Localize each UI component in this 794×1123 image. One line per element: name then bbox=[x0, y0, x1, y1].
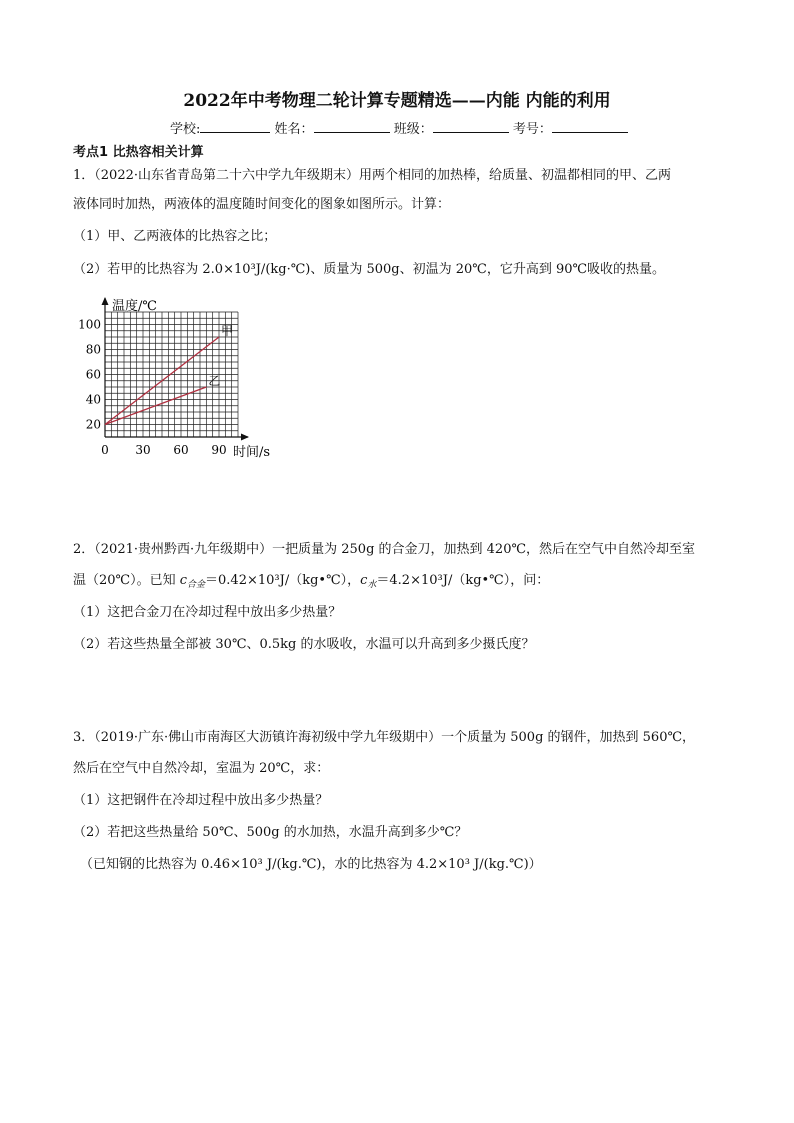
q3-part2: （2）若把这些热量给 50℃、500g 的水加热，水温升高到多少℃？ bbox=[73, 825, 468, 840]
q2-part1: （1）这把合金刀在冷却过程中放出多少热量？ bbox=[73, 605, 342, 620]
y-tick-label: 20 bbox=[85, 417, 101, 432]
q2-line2-start: 温（20℃）。已知 bbox=[73, 573, 180, 588]
c-symbol-water: c bbox=[360, 573, 368, 588]
page-title: 2022年中考物理二轮计算专题精选——内能 内能的利用 bbox=[183, 91, 611, 111]
q2-line2-mid: ＝0.42×10³J/（kg•℃）， bbox=[205, 573, 361, 588]
c-symbol: c bbox=[179, 573, 187, 588]
exam-no-blank bbox=[552, 120, 628, 133]
q3-part1: （1）这把钢件在冷却过程中放出多少热量？ bbox=[73, 793, 329, 808]
x-tick-label: 30 bbox=[135, 443, 151, 457]
name-blank bbox=[314, 120, 390, 133]
q1-part1: （1）甲、乙两液体的比热容之比； bbox=[73, 229, 277, 244]
exam-no-label: 考号： bbox=[512, 122, 552, 137]
series-label: 甲 bbox=[221, 324, 234, 338]
alloy-subscript: 合金 bbox=[187, 580, 206, 590]
q3-line2: 然后在空气中自然冷却，室温为 20℃，求： bbox=[73, 761, 330, 776]
y-tick-label: 40 bbox=[85, 392, 101, 407]
temperature-time-chart bbox=[70, 290, 290, 470]
x-axis-label: 时间/s bbox=[233, 445, 271, 460]
y-tick-label: 60 bbox=[85, 367, 101, 382]
school-label: 学校: bbox=[170, 122, 201, 137]
name-label: 姓名： bbox=[274, 122, 314, 137]
q1-line2: 液体同时加热，两液体的温度随时间变化的图象如图所示。计算： bbox=[73, 197, 451, 212]
q3-line1: 3．（2019·广东·佛山市南海区大沥镇许海初级中学九年级期中）一个质量为 500g 的钢件，加热到 560℃， bbox=[73, 730, 696, 745]
x-tick-label: 60 bbox=[173, 443, 189, 457]
x-tick-label: 0 bbox=[101, 443, 109, 457]
y-axis-label: 温度/℃ bbox=[112, 299, 157, 314]
y-tick-label: 80 bbox=[85, 342, 101, 357]
student-info-row bbox=[170, 118, 628, 137]
q2-line1: 2．（2021·贵州黔西·九年级期中）一把质量为 250g 的合金刀，加热到 420℃，然后在空气中自然冷却至室 bbox=[73, 542, 696, 557]
class-blank bbox=[433, 120, 509, 133]
section-heading: 考点1 比热容相关计算 bbox=[73, 145, 204, 160]
y-tick-label: 100 bbox=[78, 317, 101, 332]
q2-line2 bbox=[73, 573, 549, 590]
q1-line1: 1．（2022·山东省青岛第二十六中学九年级期末）用两个相同的加热棒，给质量、初温都相同的甲、乙两 bbox=[73, 168, 671, 183]
x-axis-arrow bbox=[241, 434, 249, 441]
y-axis-arrow bbox=[102, 297, 109, 305]
q3-given-data: （已知钢的比热容为 0.46×10³ J/(kg.℃)，水的比热容为 4.2×10³ J/(kg.℃)） bbox=[80, 857, 542, 872]
series-label: 乙 bbox=[208, 374, 221, 388]
water-subscript: 水 bbox=[367, 580, 377, 590]
chart-axes bbox=[78, 297, 249, 457]
school-blank bbox=[200, 120, 270, 133]
class-label: 班级： bbox=[393, 122, 433, 137]
x-tick-label: 90 bbox=[211, 443, 227, 457]
q2-part2: （2）若这些热量全部被 30℃、0.5kg 的水吸收，水温可以升高到多少摄氏度？ bbox=[73, 637, 535, 652]
q2-line2-end: ＝4.2×10³J/（kg•℃），问： bbox=[376, 573, 550, 588]
q1-part2: （2）若甲的比热容为 2.0×10³J/(kg·℃)、质量为 500g、初温为 20℃，它升高到 90℃吸收的热量。 bbox=[73, 262, 666, 277]
